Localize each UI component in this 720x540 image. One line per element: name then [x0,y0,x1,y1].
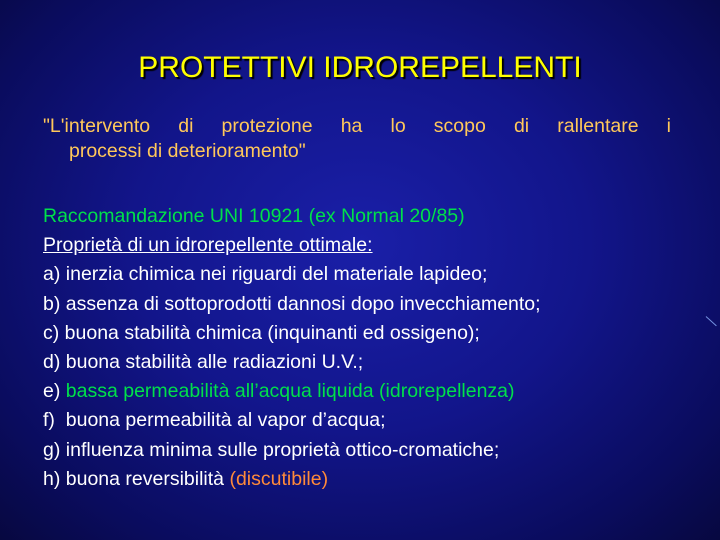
item-text-highlighted: bassa permeabilità all’acqua liquida (idrorepellenza) [65,380,515,403]
properties-heading: Proprietà di un idrorepellente ottimale: [43,234,373,257]
item-prefix: a) [43,263,66,286]
item-prefix: h) [43,467,66,490]
item-text: buona stabilità chimica (inquinanti ed ossigeno); [64,321,480,344]
list-item-b [43,290,703,319]
item-prefix: e) [43,380,66,403]
item-prefix: f) [43,409,66,432]
slide-title: PROTETTIVI IDROREPELLENTI [138,51,582,84]
item-text: influenza minima sulle proprietà ottico-cromatiche; [65,438,500,461]
list-item-e [43,377,703,406]
item-prefix: c) [43,321,65,344]
list-item-g [43,436,703,465]
decorative-line [706,316,717,326]
item-text: inerzia chimica nei riguardi del materiale lapideo; [65,263,488,286]
item-text: buona stabilità alle radiazioni U.V.; [65,351,364,374]
list-item-d [43,348,703,377]
item-text: assenza di sottoprodotti dannosi dopo invecchiamento; [65,292,541,315]
item-text: buona reversibilità [65,467,230,490]
item-text: buona permeabilità al vapor d’acqua; [65,409,386,432]
quote-line-1: "L'intervento di protezione ha lo scopo di rallentare i [43,115,671,137]
item-prefix: b) [43,292,66,315]
list-item-c [43,319,703,348]
item-prefix: d) [43,351,66,374]
item-prefix: g) [43,438,66,461]
list-item-h [43,465,703,494]
quote-block [43,114,671,164]
list-item-f [43,406,703,435]
recommendation-line: Raccomandazione UNI 10921 (ex Normal 20/85) [43,205,465,227]
list-item-a [43,260,703,289]
properties-list [43,202,703,494]
quote-line-2: processi di deterioramento" [69,140,306,162]
item-suffix-highlighted: (discutibile) [229,467,329,490]
